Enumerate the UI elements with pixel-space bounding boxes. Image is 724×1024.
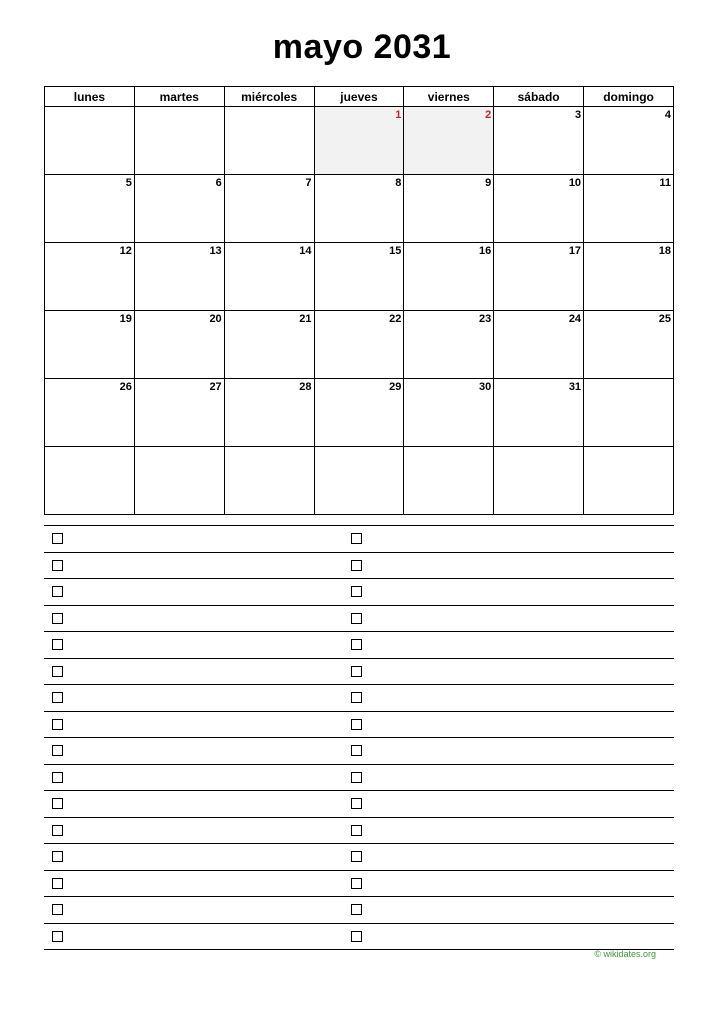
task-row xyxy=(44,579,674,606)
day-cell xyxy=(45,107,135,175)
task-row xyxy=(44,632,674,659)
day-number: 18 xyxy=(658,245,671,257)
checkbox[interactable] xyxy=(52,825,63,836)
day-number: 9 xyxy=(485,177,492,189)
day-cell xyxy=(314,447,404,515)
day-number: 5 xyxy=(125,177,132,189)
day-number xyxy=(401,454,403,456)
week-row xyxy=(45,175,674,243)
day-number xyxy=(581,454,583,456)
weekday-header: domingo xyxy=(584,87,674,107)
day-number: 26 xyxy=(119,381,132,393)
checkbox[interactable] xyxy=(351,692,362,703)
checkbox[interactable] xyxy=(351,745,362,756)
checkbox[interactable] xyxy=(351,851,362,862)
checkbox[interactable] xyxy=(351,798,362,809)
checkbox[interactable] xyxy=(52,719,63,730)
weekday-header: miércoles xyxy=(224,87,314,107)
day-number xyxy=(312,114,314,116)
day-cell xyxy=(224,243,314,311)
week-row xyxy=(45,243,674,311)
checkbox[interactable] xyxy=(52,533,63,544)
footer-credit: © wikidates.org xyxy=(594,949,656,959)
day-number xyxy=(312,454,314,456)
day-number xyxy=(671,386,673,388)
day-cell xyxy=(404,107,494,175)
checkbox[interactable] xyxy=(52,931,63,942)
day-number xyxy=(222,114,224,116)
checkbox[interactable] xyxy=(52,772,63,783)
day-number: 24 xyxy=(568,313,582,325)
day-number: 19 xyxy=(119,313,132,325)
day-cell xyxy=(584,243,674,311)
checkbox[interactable] xyxy=(52,586,63,597)
day-cell xyxy=(134,243,224,311)
checkbox[interactable] xyxy=(351,586,362,597)
day-cell xyxy=(494,379,584,447)
day-number: 31 xyxy=(568,381,582,393)
day-cell xyxy=(404,311,494,379)
task-row xyxy=(44,897,674,924)
day-cell xyxy=(314,311,404,379)
task-row xyxy=(44,553,674,580)
day-cell xyxy=(314,107,404,175)
day-number: 12 xyxy=(119,245,132,257)
weekday-header: sábado xyxy=(494,87,584,107)
day-cell xyxy=(45,311,135,379)
day-cell xyxy=(134,379,224,447)
task-row xyxy=(44,791,674,818)
task-row xyxy=(44,526,674,553)
day-cell xyxy=(494,243,584,311)
day-cell xyxy=(314,175,404,243)
day-number: 17 xyxy=(568,245,582,257)
day-number: 8 xyxy=(395,177,402,189)
day-number: 7 xyxy=(305,177,312,189)
day-number: 10 xyxy=(568,177,582,189)
day-number: 20 xyxy=(209,313,222,325)
checkbox[interactable] xyxy=(351,560,362,571)
day-cell xyxy=(134,107,224,175)
day-cell xyxy=(584,311,674,379)
checkbox[interactable] xyxy=(351,825,362,836)
checkbox[interactable] xyxy=(351,904,362,915)
checkbox[interactable] xyxy=(351,878,362,889)
day-cell xyxy=(404,243,494,311)
weekday-header-row xyxy=(45,87,674,107)
checkbox[interactable] xyxy=(351,533,362,544)
week-row xyxy=(45,447,674,515)
day-cell xyxy=(584,447,674,515)
day-number: 2 xyxy=(485,109,492,121)
day-cell xyxy=(314,379,404,447)
task-row xyxy=(44,844,674,871)
page-title: mayo 2031 xyxy=(272,28,452,66)
day-cell xyxy=(584,175,674,243)
week-row xyxy=(45,311,674,379)
day-cell xyxy=(134,311,224,379)
day-cell xyxy=(404,175,494,243)
day-cell xyxy=(45,175,135,243)
checkbox[interactable] xyxy=(351,931,362,942)
day-cell xyxy=(494,175,584,243)
day-cell xyxy=(224,311,314,379)
day-cell xyxy=(45,447,135,515)
task-row xyxy=(44,659,674,686)
checkbox[interactable] xyxy=(351,613,362,624)
day-cell xyxy=(494,311,584,379)
day-cell xyxy=(45,379,135,447)
weekday-header: lunes xyxy=(45,87,135,107)
task-row xyxy=(44,606,674,633)
calendar-grid xyxy=(44,86,674,515)
day-number xyxy=(132,454,134,456)
day-number xyxy=(222,454,224,456)
weekday-header: jueves xyxy=(314,87,404,107)
day-cell xyxy=(404,379,494,447)
day-cell xyxy=(224,379,314,447)
day-number xyxy=(491,454,493,456)
day-cell xyxy=(314,243,404,311)
day-number: 14 xyxy=(299,245,312,257)
checkbox[interactable] xyxy=(52,560,63,571)
day-number: 16 xyxy=(478,245,492,257)
checkbox[interactable] xyxy=(52,878,63,889)
task-row xyxy=(44,871,674,898)
day-number: 21 xyxy=(299,313,312,325)
day-number: 27 xyxy=(209,381,222,393)
checkbox[interactable] xyxy=(351,666,362,677)
day-number xyxy=(132,114,134,116)
task-row xyxy=(44,712,674,739)
day-cell xyxy=(584,107,674,175)
day-cell xyxy=(494,447,584,515)
day-number: 28 xyxy=(299,381,312,393)
day-cell xyxy=(224,175,314,243)
checkbox[interactable] xyxy=(52,692,63,703)
day-cell xyxy=(584,379,674,447)
checkbox[interactable] xyxy=(52,851,63,862)
checkbox[interactable] xyxy=(52,745,63,756)
task-row xyxy=(44,924,674,951)
checkbox[interactable] xyxy=(52,798,63,809)
checkbox[interactable] xyxy=(351,719,362,730)
day-cell xyxy=(224,107,314,175)
day-number: 30 xyxy=(478,381,492,393)
weekday-header: martes xyxy=(134,87,224,107)
day-cell xyxy=(404,447,494,515)
checkbox[interactable] xyxy=(52,613,63,624)
week-row xyxy=(45,379,674,447)
day-number: 3 xyxy=(574,109,582,121)
day-number: 25 xyxy=(658,313,671,325)
checkbox[interactable] xyxy=(52,639,63,650)
day-cell xyxy=(134,447,224,515)
checkbox[interactable] xyxy=(351,639,362,650)
day-cell xyxy=(45,243,135,311)
day-number: 11 xyxy=(659,177,671,189)
day-number: 22 xyxy=(389,313,402,325)
day-number: 15 xyxy=(389,245,402,257)
task-row xyxy=(44,765,674,792)
weekday-header: viernes xyxy=(404,87,494,107)
day-number: 29 xyxy=(389,381,402,393)
day-number: 13 xyxy=(209,245,222,257)
day-number: 23 xyxy=(478,313,492,325)
checkbox[interactable] xyxy=(52,666,63,677)
week-row xyxy=(45,107,674,175)
day-number: 4 xyxy=(664,109,671,121)
day-cell xyxy=(134,175,224,243)
checkbox[interactable] xyxy=(351,772,362,783)
task-row xyxy=(44,818,674,845)
day-cell xyxy=(224,447,314,515)
day-cell xyxy=(494,107,584,175)
task-list xyxy=(44,525,674,950)
day-number: 1 xyxy=(395,109,402,121)
day-number: 6 xyxy=(215,177,222,189)
task-row xyxy=(44,685,674,712)
task-row xyxy=(44,738,674,765)
day-number xyxy=(671,454,673,456)
checkbox[interactable] xyxy=(52,904,63,915)
